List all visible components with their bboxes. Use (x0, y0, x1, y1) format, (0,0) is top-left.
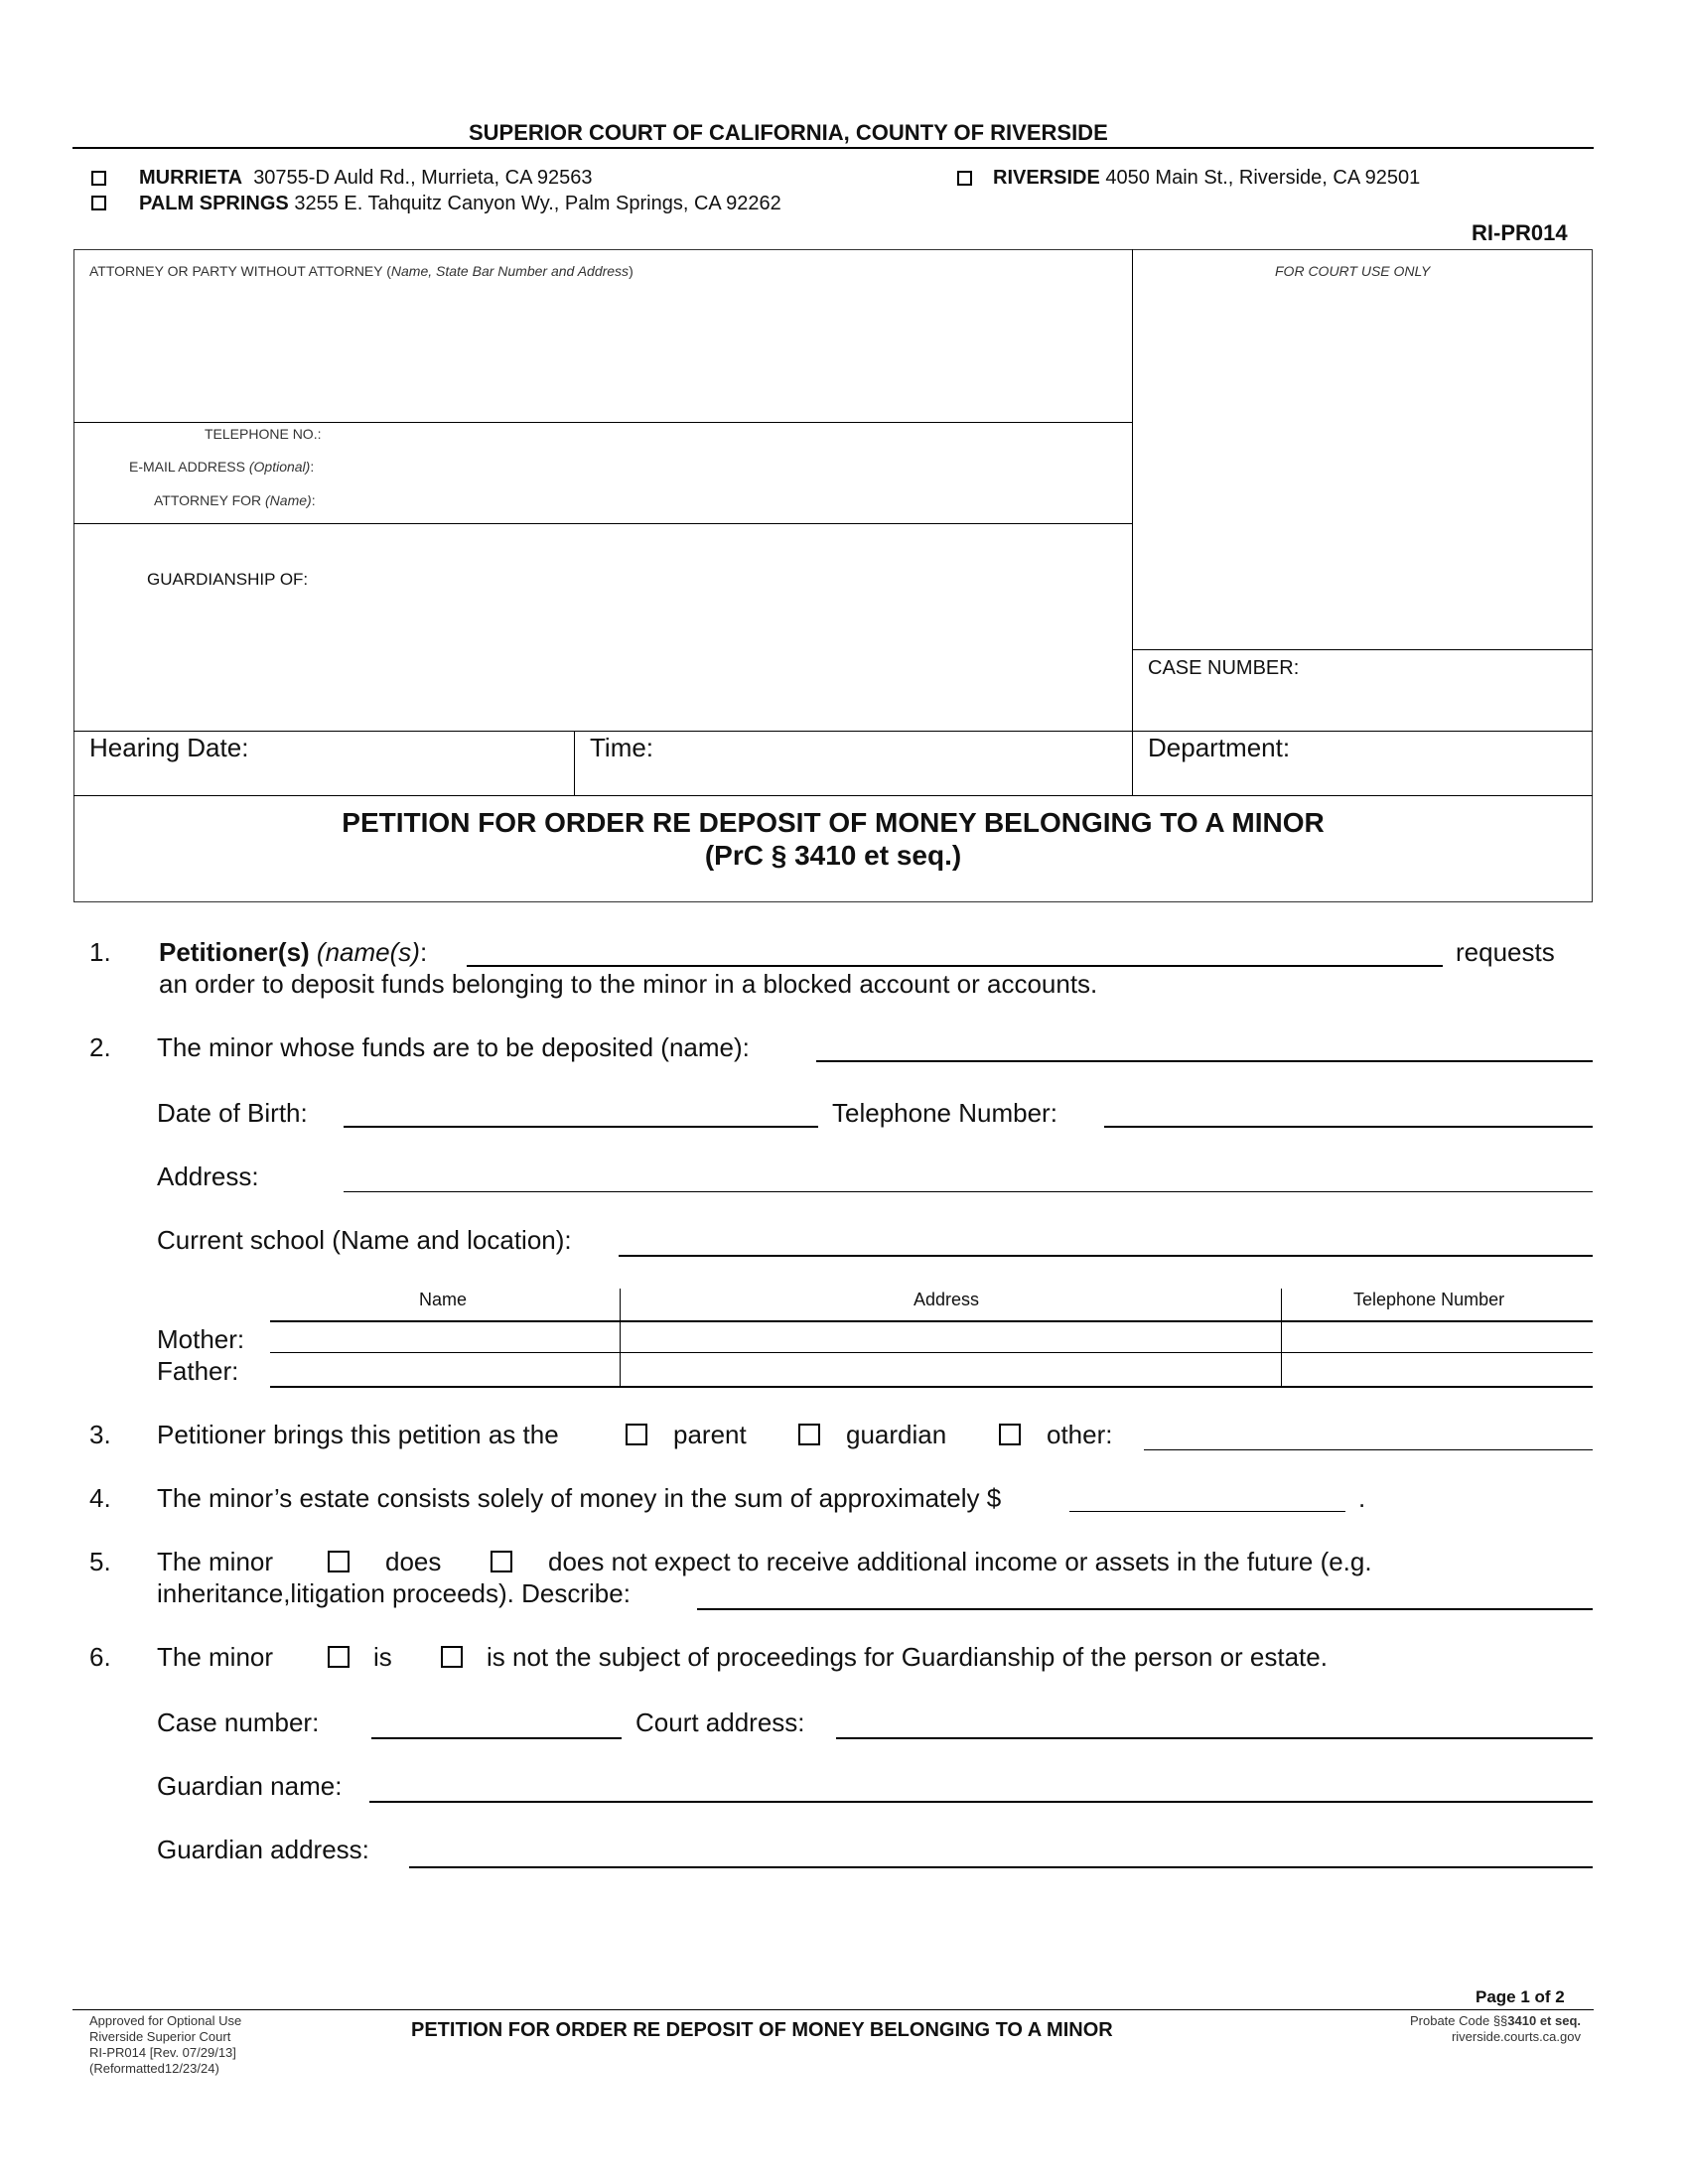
amount-input[interactable] (1069, 1481, 1349, 1509)
is-not-checkbox[interactable] (441, 1646, 463, 1668)
minor-phone-input[interactable] (1104, 1096, 1597, 1124)
does-not-label: does not expect to receive additional income or assets in the future (e.g. (548, 1547, 1372, 1576)
court-address-input[interactable] (836, 1707, 1597, 1735)
item-3-text: Petitioner brings this petition as the (157, 1420, 559, 1449)
form-title-line2: (PrC § 3410 et seq.) (704, 840, 962, 871)
attorney-rule (73, 422, 1132, 423)
petitioner-field (467, 965, 1443, 967)
guardian-name-field (369, 1801, 1593, 1803)
court-use-rule (1132, 649, 1593, 650)
guardian-address-input[interactable] (409, 1837, 1597, 1864)
dob-field (344, 1126, 818, 1128)
describe-field (697, 1608, 1593, 1610)
probate-code-bold: 3410 et seq. (1507, 2013, 1581, 2028)
father-address-input[interactable] (626, 1356, 1277, 1384)
minor-phone-label: Telephone Number: (832, 1098, 1057, 1128)
minor-address-label: Address: (157, 1161, 259, 1191)
footer-left-line3: RI-PR014 [Rev. 07/29/13] (89, 2045, 236, 2060)
footer-left-line2: Riverside Superior Court (89, 2029, 231, 2044)
minor-name-label: The minor whose funds are to be deposited (name): (157, 1032, 750, 1062)
dob-input[interactable] (344, 1096, 822, 1124)
case-number-6-label: Case number: (157, 1707, 320, 1737)
email-label: E-MAIL ADDRESS (Optional): (129, 459, 315, 475)
palm-springs-checkbox[interactable] (91, 196, 106, 210)
case-number-6-input[interactable] (371, 1707, 626, 1735)
murrieta-name: MURRIETA (139, 167, 243, 189)
guardian-address-label: Guardian address: (157, 1835, 369, 1864)
item-3-number: 3. (89, 1420, 111, 1449)
court-use-label: FOR COURT USE ONLY (1275, 263, 1431, 279)
court-address-field (836, 1737, 1593, 1739)
petitioner-label-bold: Petitioner(s) (159, 937, 310, 967)
footer-left-line1: Approved for Optional Use (89, 2013, 242, 2028)
item-4-period: . (1358, 1483, 1366, 1513)
mother-phone-input[interactable] (1287, 1324, 1589, 1352)
minor-address-field (344, 1191, 1593, 1192)
case-number-6-field (371, 1737, 622, 1739)
guardian-checkbox[interactable] (798, 1424, 820, 1445)
item-5-number: 5. (89, 1547, 111, 1576)
palm-springs-address: 3255 E. Tahquitz Canyon Wy., Palm Springs, CA 92262 (294, 193, 781, 214)
attorney-label-end: ) (629, 263, 633, 279)
minor-name-field (816, 1060, 1593, 1062)
is-not-label: is not the subject of proceedings for Guardianship of the person or estate. (487, 1642, 1328, 1672)
hearing-bottom-rule (73, 795, 1593, 796)
other-input[interactable] (1144, 1420, 1597, 1447)
school-input[interactable] (619, 1225, 1597, 1253)
describe-input[interactable] (697, 1578, 1597, 1606)
minor-phone-field (1104, 1126, 1593, 1128)
murrieta-location (139, 167, 593, 190)
item-4-text: The minor’s estate consists solely of money in the sum of approximately $ (157, 1483, 1002, 1513)
form-title-line1: PETITION FOR ORDER RE DEPOSIT OF MONEY BELONGING TO A MINOR (342, 807, 1325, 838)
caption-divider (1132, 249, 1133, 796)
attorney-label-text: ATTORNEY OR PARTY WITHOUT ATTORNEY ( (89, 263, 391, 279)
riverside-checkbox[interactable] (957, 171, 972, 186)
footer-left (89, 2013, 241, 2077)
court-address-label: Court address: (635, 1707, 805, 1737)
guardian-name-input[interactable] (369, 1771, 1597, 1799)
palm-springs-location (139, 193, 781, 215)
attorney-for-text: ATTORNEY FOR (154, 492, 262, 508)
riverside-location (993, 167, 1420, 190)
footer-right (1410, 2013, 1581, 2045)
is-label: is (373, 1642, 392, 1672)
petitioner-colon: : (419, 937, 428, 967)
telephone-input[interactable] (338, 424, 1116, 446)
item-5-line2: inheritance,litigation proceeds). Describe: (157, 1578, 631, 1608)
court-header: SUPERIOR COURT OF CALIFORNIA, COUNTY OF RIVERSIDE (469, 120, 1108, 145)
school-label: Current school (Name and location): (157, 1225, 572, 1255)
murrieta-address: 30755-D Auld Rd., Murrieta, CA 92563 (253, 167, 593, 189)
table-header-rule (270, 1320, 1593, 1322)
attorney-for-input[interactable] (338, 490, 1116, 512)
mother-name-input[interactable] (274, 1324, 616, 1352)
school-field (619, 1255, 1593, 1257)
mother-label: Mother: (157, 1324, 245, 1354)
other-field (1144, 1449, 1593, 1450)
other-checkbox[interactable] (999, 1424, 1021, 1445)
probate-code (1410, 2013, 1581, 2029)
attorney-input[interactable] (89, 288, 1116, 416)
minor-address-input[interactable] (344, 1161, 1597, 1189)
hearing-top-rule (73, 731, 1593, 732)
telephone-label: TELEPHONE NO.: (205, 426, 322, 442)
petitioner-input[interactable] (467, 935, 1447, 963)
item-6-number: 6. (89, 1642, 111, 1672)
item-2-number: 2. (89, 1032, 111, 1062)
dob-label: Date of Birth: (157, 1098, 308, 1128)
email-optional: (Optional) (248, 459, 311, 475)
table-mid-rule (270, 1352, 1593, 1353)
item-1-line2: an order to deposit funds belonging to the minor in a blocked account or accounts. (159, 969, 1098, 999)
contact-rule (73, 523, 1132, 524)
attorney-label (89, 263, 633, 279)
item-4-number: 4. (89, 1483, 111, 1513)
father-name-input[interactable] (274, 1356, 616, 1384)
requests-text: requests (1456, 937, 1555, 967)
guardian-label: guardian (846, 1420, 947, 1449)
footer-rule (72, 2009, 1594, 2010)
item-1-number: 1. (89, 937, 111, 967)
riverside-name: RIVERSIDE (993, 167, 1100, 189)
petitioner-label-italic: (name(s) (316, 937, 420, 967)
minor-name-input[interactable] (816, 1030, 1597, 1058)
footer-title: PETITION FOR ORDER RE DEPOSIT OF MONEY BELONGING TO A MINOR (411, 2019, 1113, 2041)
does-label: does (385, 1547, 442, 1576)
palm-springs-name: PALM SPRINGS (139, 193, 289, 214)
guardian-address-field (409, 1866, 1593, 1868)
hearing-divider (574, 731, 575, 795)
riverside-address: 4050 Main St., Riverside, CA 92501 (1105, 167, 1421, 189)
hearing-date-label: Hearing Date: (89, 733, 249, 762)
mother-address-input[interactable] (626, 1324, 1277, 1352)
other-label: other: (1047, 1420, 1113, 1449)
parent-checkbox[interactable] (626, 1424, 647, 1445)
attorney-for-label: ATTORNEY FOR (Name): (154, 492, 316, 508)
does-not-checkbox[interactable] (491, 1551, 512, 1572)
court-website: riverside.courts.ca.gov (1451, 2029, 1581, 2044)
col-address-header: Address (914, 1290, 980, 1309)
father-phone-input[interactable] (1287, 1356, 1589, 1384)
guardian-name-label: Guardian name: (157, 1771, 343, 1801)
guardianship-input[interactable] (348, 566, 1116, 719)
attorney-label-italic: Name, State Bar Number and Address (390, 263, 630, 279)
attorney-for-name-italic: (Name) (265, 492, 312, 508)
item-5-text: The minor (157, 1547, 274, 1576)
item-1-label (159, 937, 427, 968)
probate-code-prefix: Probate Code §§ (1409, 2013, 1508, 2028)
department-label: Department: (1148, 733, 1291, 762)
time-label: Time: (590, 733, 654, 762)
email-input[interactable] (338, 457, 1116, 478)
table-divider-1 (620, 1289, 621, 1386)
case-number-label: CASE NUMBER: (1148, 657, 1300, 679)
col-name-header: Name (419, 1290, 468, 1309)
table-bottom-rule (270, 1386, 1593, 1388)
case-number-input[interactable] (1148, 685, 1579, 717)
is-checkbox[interactable] (328, 1646, 350, 1668)
does-checkbox[interactable] (328, 1551, 350, 1572)
murrieta-checkbox[interactable] (91, 171, 106, 186)
table-divider-2 (1281, 1289, 1282, 1386)
form-number: RI-PR014 (1472, 220, 1568, 245)
father-label: Father: (157, 1356, 239, 1386)
parent-label: parent (673, 1420, 747, 1449)
header-rule (72, 147, 1594, 149)
amount-field (1069, 1511, 1345, 1512)
email-label-text: E-MAIL ADDRESS (129, 459, 245, 475)
item-6-text: The minor (157, 1642, 274, 1672)
col-phone-header: Telephone Number (1353, 1290, 1505, 1309)
guardianship-label: GUARDIANSHIP OF: (147, 570, 309, 589)
page-number: Page 1 of 2 (1476, 1987, 1565, 2006)
footer-left-line4: (Reformatted12/23/24) (89, 2061, 219, 2076)
